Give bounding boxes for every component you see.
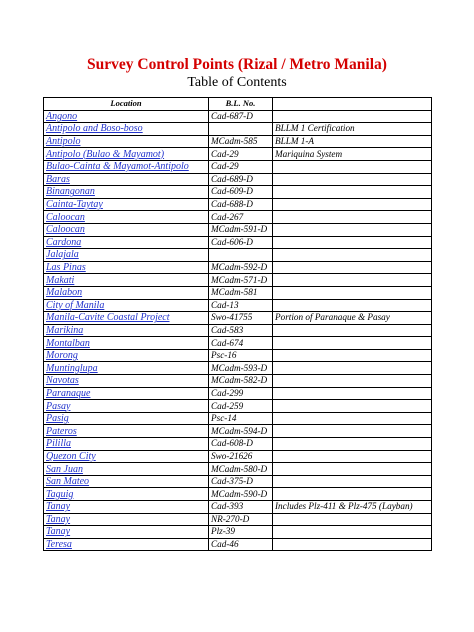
bl-number-cell: NR-270-D	[209, 513, 273, 526]
remarks-cell	[273, 249, 432, 262]
table-row	[44, 337, 432, 350]
table-row	[44, 186, 432, 199]
bl-number-cell: MCadm-590-D	[209, 488, 273, 501]
table-row	[44, 387, 432, 400]
remarks-cell	[273, 160, 432, 173]
remarks-cell: BLLM 1 Certification	[273, 123, 432, 136]
bl-number-cell: MCadm-585	[209, 135, 273, 148]
remarks-cell	[273, 425, 432, 438]
bl-number-cell: Cad-583	[209, 324, 273, 337]
bl-number-cell: MCadm-582-D	[209, 375, 273, 388]
table-row	[44, 463, 432, 476]
table-row	[44, 438, 432, 451]
remarks-cell	[273, 513, 432, 526]
bl-number-cell: Swo-41755	[209, 312, 273, 325]
location-link[interactable]: Antipolo and Boso-boso	[44, 123, 209, 136]
bl-number-cell: Cad-606-D	[209, 236, 273, 249]
remarks-cell	[273, 450, 432, 463]
bl-number-cell	[209, 123, 273, 136]
bl-number-cell: Cad-29	[209, 148, 273, 161]
table-row	[44, 526, 432, 539]
location-link[interactable]: Malabon	[44, 286, 209, 299]
table-row	[44, 274, 432, 287]
table-row	[44, 261, 432, 274]
table-row	[44, 236, 432, 249]
location-link[interactable]: Bulao-Cainta & Mayamot-Antipolo	[44, 160, 209, 173]
remarks-cell	[273, 349, 432, 362]
bl-number-cell: MCadm-580-D	[209, 463, 273, 476]
location-link[interactable]: Makati	[44, 274, 209, 287]
table-row	[44, 135, 432, 148]
bl-number-cell: Cad-267	[209, 211, 273, 224]
bl-number-cell: Cad-393	[209, 501, 273, 514]
table-row	[44, 249, 432, 262]
location-link[interactable]: Cardona	[44, 236, 209, 249]
remarks-cell: Mariquina System	[273, 148, 432, 161]
remarks-cell	[273, 488, 432, 501]
table-row	[44, 223, 432, 236]
bl-number-cell: Cad-688-D	[209, 198, 273, 211]
table-row	[44, 362, 432, 375]
location-link[interactable]: Manila-Cavite Coastal Project	[44, 312, 209, 325]
table-header-row	[44, 98, 432, 111]
table-row	[44, 488, 432, 501]
location-link[interactable]: Binangonan	[44, 186, 209, 199]
remarks-cell	[273, 324, 432, 337]
bl-number-cell: MCadm-591-D	[209, 223, 273, 236]
bl-number-cell: Cad-29	[209, 160, 273, 173]
bl-number-cell: Psc-14	[209, 412, 273, 425]
bl-number-cell: MCadm-592-D	[209, 261, 273, 274]
remarks-cell	[273, 438, 432, 451]
remarks-cell: BLLM 1-A	[273, 135, 432, 148]
remarks-cell	[273, 538, 432, 551]
location-link[interactable]: Navotas	[44, 375, 209, 388]
bl-number-cell: Cad-674	[209, 337, 273, 350]
remarks-cell	[273, 362, 432, 375]
table-row	[44, 148, 432, 161]
table-row	[44, 450, 432, 463]
remarks-cell	[273, 186, 432, 199]
bl-number-cell	[209, 249, 273, 262]
table-row	[44, 501, 432, 514]
table-row	[44, 198, 432, 211]
table-row	[44, 349, 432, 362]
remarks-cell	[273, 337, 432, 350]
location-link[interactable]: Tanay	[44, 513, 209, 526]
remarks-cell	[273, 274, 432, 287]
location-link[interactable]: San Mateo	[44, 475, 209, 488]
contents-table	[43, 97, 432, 551]
location-link[interactable]: Baras	[44, 173, 209, 186]
table-row	[44, 312, 432, 325]
remarks-cell	[273, 110, 432, 123]
bl-number-cell: Cad-687-D	[209, 110, 273, 123]
location-link[interactable]: Angono	[44, 110, 209, 123]
remarks-cell	[273, 236, 432, 249]
location-link[interactable]: Tanay	[44, 526, 209, 539]
table-row	[44, 513, 432, 526]
table-row	[44, 400, 432, 413]
table-row	[44, 286, 432, 299]
bl-number-cell: Cad-689-D	[209, 173, 273, 186]
bl-number-cell: Plz-39	[209, 526, 273, 539]
remarks-cell	[273, 375, 432, 388]
bl-number-cell: Cad-259	[209, 400, 273, 413]
location-link[interactable]: Montalban	[44, 337, 209, 350]
location-link[interactable]: Morong	[44, 349, 209, 362]
remarks-cell	[273, 198, 432, 211]
remarks-cell	[273, 387, 432, 400]
location-link[interactable]: Jalajala	[44, 249, 209, 262]
remarks-cell	[273, 286, 432, 299]
location-link[interactable]: Marikina	[44, 324, 209, 337]
location-link[interactable]: Cainta-Taytay	[44, 198, 209, 211]
location-link[interactable]: Pasay	[44, 400, 209, 413]
document-title: Survey Control Points (Rizal / Metro Manila)	[87, 56, 387, 73]
bl-number-cell: Cad-609-D	[209, 186, 273, 199]
bl-number-cell: Cad-46	[209, 538, 273, 551]
bl-number-cell: MCadm-593-D	[209, 362, 273, 375]
location-link[interactable]: Pililla	[44, 438, 209, 451]
remarks-cell	[273, 261, 432, 274]
bl-number-cell: Cad-299	[209, 387, 273, 400]
bl-number-cell: Psc-16	[209, 349, 273, 362]
location-link[interactable]: Caloocan	[44, 211, 209, 224]
table-row	[44, 375, 432, 388]
location-link[interactable]: Pasig	[44, 412, 209, 425]
bl-number-cell: Cad-13	[209, 299, 273, 312]
remarks-cell	[273, 173, 432, 186]
location-link[interactable]: Antipolo (Bulao & Mayamot)	[44, 148, 209, 161]
location-link[interactable]: Caloocan	[44, 223, 209, 236]
remarks-cell	[273, 223, 432, 236]
table-row	[44, 160, 432, 173]
table-row	[44, 324, 432, 337]
table-row	[44, 425, 432, 438]
remarks-column-header	[273, 98, 432, 111]
location-link[interactable]: City of Manila	[44, 299, 209, 312]
location-link[interactable]: San Juan	[44, 463, 209, 476]
document-subtitle: Table of Contents	[187, 75, 287, 90]
table-row	[44, 211, 432, 224]
table-row	[44, 173, 432, 186]
remarks-cell	[273, 299, 432, 312]
bl-number-cell: MCadm-581	[209, 286, 273, 299]
location-link[interactable]: Las Pinas	[44, 261, 209, 274]
table-row	[44, 123, 432, 136]
remarks-cell	[273, 400, 432, 413]
bl-number-cell: MCadm-594-D	[209, 425, 273, 438]
location-link[interactable]: Quezon City	[44, 450, 209, 463]
location-link[interactable]: Muntinglupa	[44, 362, 209, 375]
table-row	[44, 475, 432, 488]
location-link[interactable]: Teresa	[44, 538, 209, 551]
table-row	[44, 412, 432, 425]
contents-table-body	[44, 110, 432, 551]
remarks-cell	[273, 211, 432, 224]
table-row	[44, 299, 432, 312]
location-link[interactable]: Antipolo	[44, 135, 209, 148]
remarks-cell: Portion of Paranaque & Pasay	[273, 312, 432, 325]
location-link[interactable]: Taguig	[44, 488, 209, 501]
location-link[interactable]: Pateros	[44, 425, 209, 438]
bl-number-cell: Cad-608-D	[209, 438, 273, 451]
location-link[interactable]: Tanay	[44, 501, 209, 514]
bl-number-cell: Swo-21626	[209, 450, 273, 463]
table-row	[44, 538, 432, 551]
bl-number-cell: MCadm-571-D	[209, 274, 273, 287]
location-column-header: Location	[44, 98, 209, 111]
bl-no-column-header: B.L. No.	[209, 98, 273, 111]
remarks-cell	[273, 463, 432, 476]
location-link[interactable]: Paranaque	[44, 387, 209, 400]
table-row	[44, 110, 432, 123]
remarks-cell	[273, 475, 432, 488]
remarks-cell	[273, 526, 432, 539]
remarks-cell	[273, 412, 432, 425]
remarks-cell: Includes Plz-411 & Plz-475 (Layban)	[273, 501, 432, 514]
bl-number-cell: Cad-375-D	[209, 475, 273, 488]
